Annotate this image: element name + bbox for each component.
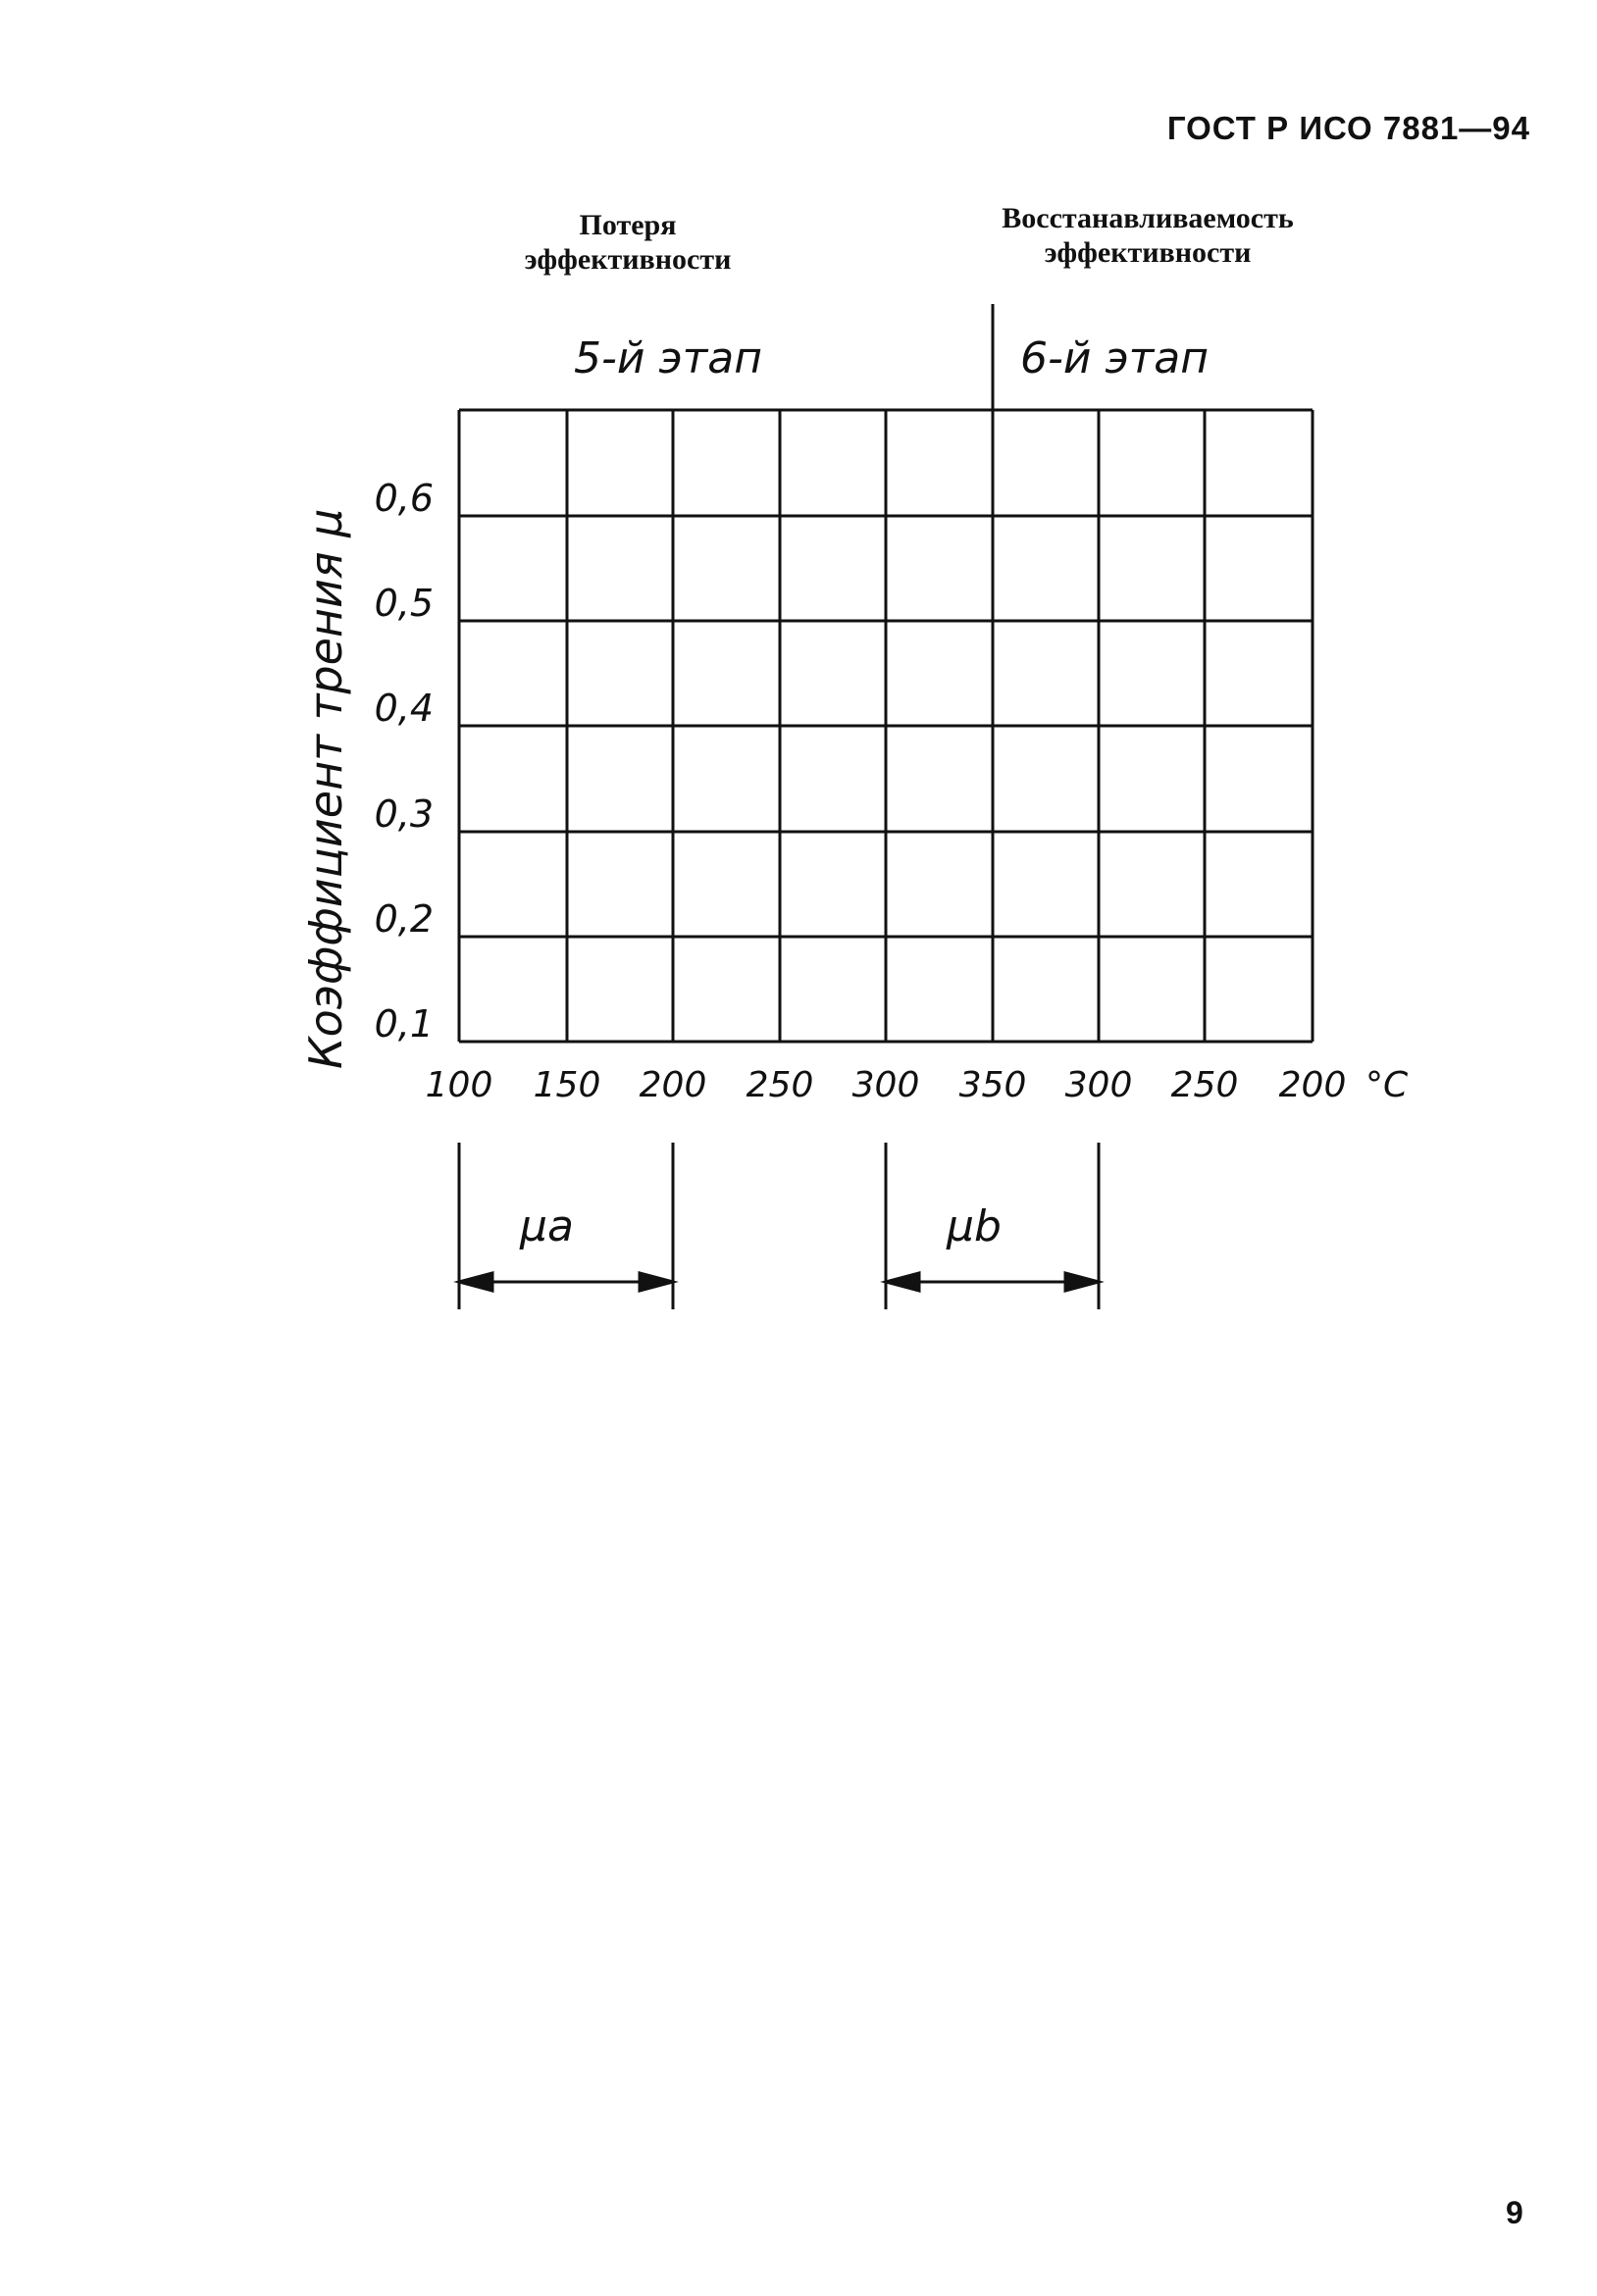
x-tick-label: 200 [1278,1065,1347,1105]
y-tick-label: 0,5 [374,582,434,625]
arrowhead-right [1065,1273,1099,1291]
stage-6-label: 6-й этап [1020,333,1209,383]
right-heading-line-1: Восстанавливаемость [1002,202,1294,234]
x-tick-label: 150 [533,1065,601,1105]
arrowhead-left [459,1273,492,1291]
left-heading-line-1: Потеря [579,209,677,241]
x-tick-label: 200 [639,1065,707,1105]
stage-5-label: 5-й этап [574,333,762,383]
mu-b-label: μb [947,1201,1002,1251]
arrowhead-left [886,1273,919,1291]
x-axis-unit: °C [1365,1065,1409,1105]
x-tick-label: 350 [958,1065,1027,1105]
y-tick-label: 0,2 [374,897,434,941]
mu-a-label: μa [520,1201,574,1251]
y-tick-label: 0,4 [374,687,434,730]
y-tick-label: 0,6 [374,477,434,520]
y-tick-label: 0,1 [374,1002,434,1046]
right-heading-line-2: эффективности [1044,236,1252,269]
x-tick-label: 250 [746,1065,814,1105]
y-axis-label: Коэффициент трения μ [299,508,352,1069]
x-tick-label: 300 [1064,1065,1133,1105]
x-tick-label: 100 [425,1065,493,1105]
standard-number: ГОСТ Р ИСО 7881—94 [1166,110,1530,146]
x-tick-label: 250 [1170,1065,1239,1105]
y-tick-label: 0,3 [374,792,434,836]
left-heading-line-2: эффективности [524,243,732,276]
arrowhead-right [640,1273,673,1291]
x-tick-label: 300 [851,1065,920,1105]
page-number: 9 [1506,2195,1523,2230]
